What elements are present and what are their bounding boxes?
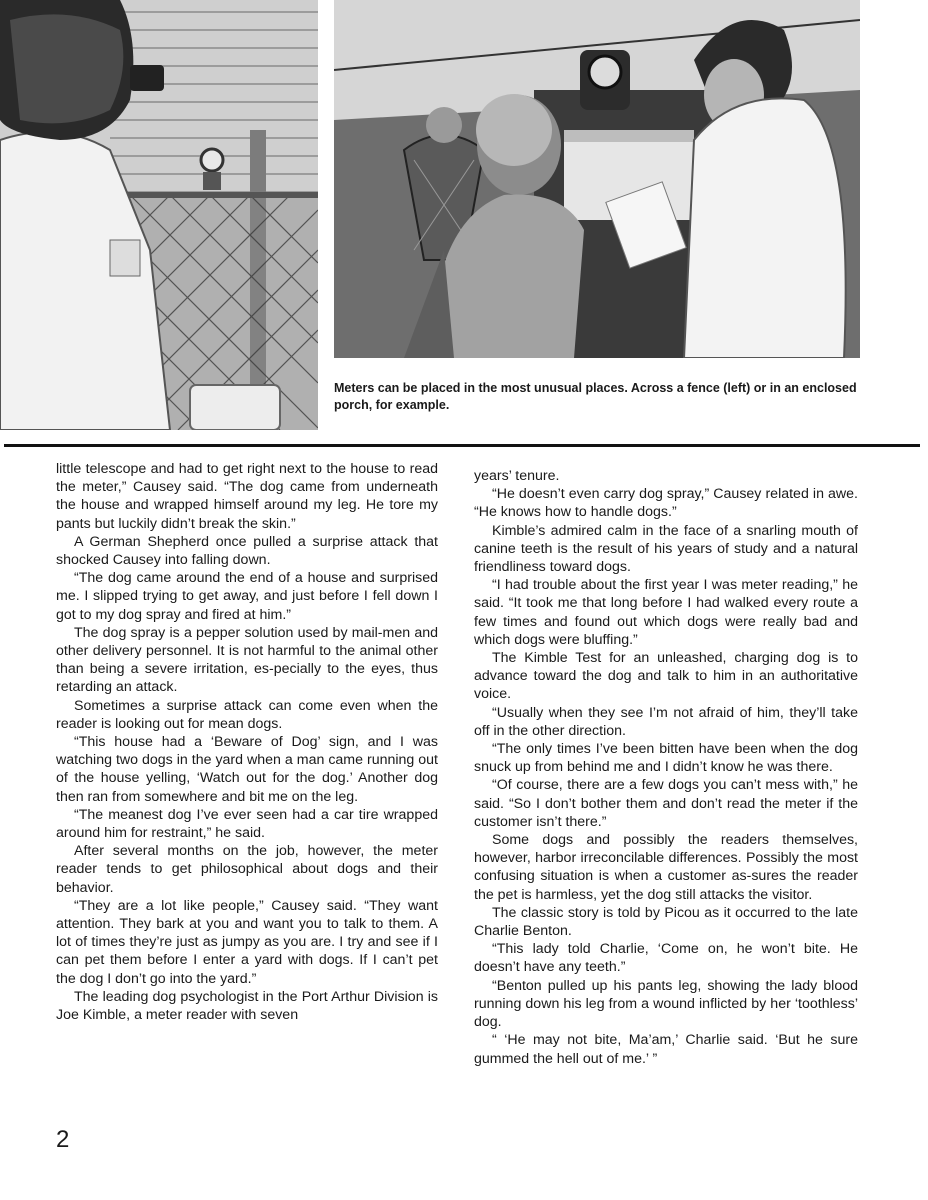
photo-caption: Meters can be placed in the most unusual places. Across a fence (left) or in an enclosed porch, for example. [334, 381, 857, 412]
article-column-left [56, 460, 438, 1024]
paragraph: “I had trouble about the first year I was meter reading,” he said. “It took me that long before I had walked every route a few times and found out which dogs were really bad and which dogs were bluffing.” [474, 577, 858, 648]
paragraph: A German Shepherd once pulled a surprise attack that shocked Causey into falling down. [56, 533, 438, 569]
paragraph: “He doesn’t even carry dog spray,” Causey related in awe. “He knows how to handle dogs.” [474, 486, 858, 521]
paragraph: “This lady told Charlie, ‘Come on, he won’t bite. He doesn’t have any teeth.” [474, 941, 858, 976]
paragraph: The leading dog psychologist in the Port Arthur Division is Joe Kimble, a meter reader with seven [56, 988, 438, 1024]
paragraph: After several months on the job, however, the meter reader tends to get philosophical about dogs and their behavior. [56, 843, 438, 896]
paragraph: “The meanest dog I’ve ever seen had a car tire wrapped around him for restraint,” he said. [56, 806, 438, 842]
paragraph: little telescope and had to get right next to the house to read the meter,” Causey said. “The dog came from underneath the house and wrapped himself around my leg. He tore my pants but luckily didn’t break the skin.” [56, 461, 438, 532]
paragraph: “Benton pulled up his pants leg, showing the lady blood running down his leg from a wound inflicted by her ‘toothless’ dog. [474, 977, 858, 1031]
paragraph: “This house had a ‘Beware of Dog’ sign, and I was watching two dogs in the yard when a man came running out of the house yelling, ‘Watch out for the dog.’ Another dog then ran from somewhere and bit me on the leg. [56, 734, 438, 805]
paragraph: Sometimes a surprise attack can come even when the reader is looking out for mean dogs. [56, 697, 438, 732]
paragraph: “The only times I’ve been bitten have been when the dog snuck up from behind me and I didn’t know he was there. [474, 741, 858, 776]
photo-fence-meter [0, 0, 318, 430]
paragraph: “They are a lot like people,” Causey said. “They want attention. They bark at you and want you to talk to them. A lot of times they’re just as jumpy as you are. I try and see if I can pet them before I enter a yard with dogs. If I can’t pet the dog I don’t go into the yard.” [56, 897, 438, 987]
paragraph: “ ‘He may not bite, Ma’am,’ Charlie said. ‘But he sure gummed the hell out of me.’ ” [474, 1032, 858, 1067]
paragraph: The Kimble Test for an unleashed, charging dog is to advance toward the dog and talk to him in an authoritative voice. [474, 650, 858, 703]
paragraph: “Of course, there are a few dogs you can’t mess with,” he said. “So I don’t bother them and don’t read the meter if the customer isn’t there.” [474, 777, 858, 830]
paragraph: “Usually when they see I’m not afraid of him, they’ll take off in the other direction. [474, 704, 858, 739]
article-column-right [474, 467, 858, 1068]
page-number: 2 [56, 1126, 70, 1153]
section-divider [4, 444, 920, 447]
paragraph: Some dogs and possibly the readers themselves, however, harbor irreconcilable differences. Possibly the most confusing situation is when a customer as-sures the reader the pet is harmless, yet the dog still attacks the visitor. [474, 832, 858, 903]
photo-porch-meter [334, 0, 860, 358]
paragraph: Kimble’s admired calm in the face of a snarling mouth of canine teeth is the result of his years of study and a natural friendliness toward dogs. [474, 522, 858, 576]
paragraph: years’ tenure. [474, 468, 560, 484]
paragraph: The dog spray is a pepper solution used by mail-men and other delivery personnel. It is not harmful to the animal other than being a severe irritation, es-pecially to the eyes, thus retarding an attack. [56, 624, 438, 696]
paragraph: The classic story is told by Picou as it occurred to the late Charlie Benton. [474, 904, 858, 940]
paragraph: “The dog came around the end of a house and surprised me. I slipped trying to get away, and just before I fell down I got to my dog spray and fired at him.” [56, 570, 438, 623]
